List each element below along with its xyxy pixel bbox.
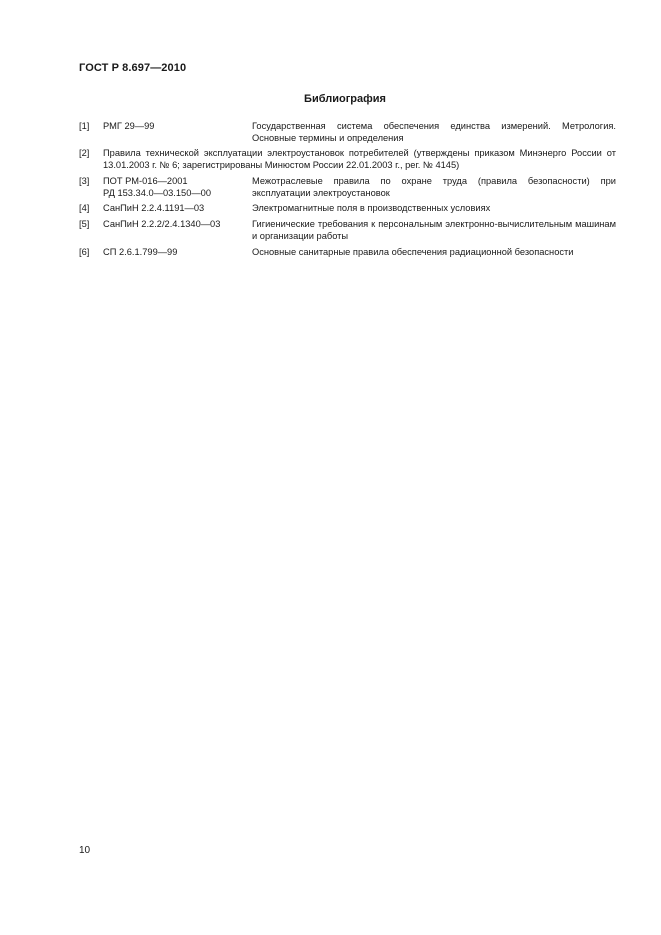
entry-code [103,247,251,259]
entry-number: [2] [79,148,90,159]
bibliography-entry [79,203,616,215]
entry-code [103,219,251,231]
entry-number: [3] [79,175,90,186]
entry-code-line: РМГ 29—99 [103,121,155,131]
entry-code-line: ПОТ РМ-016—2001 [103,175,188,186]
entry-number: [4] [79,203,90,214]
entry-title: Межотраслевые правила по охране труда (правила безопасности) при эксплуатации электроустановок [252,175,616,198]
entry-title: Гигиенические требования к персональным электронно-вычислительным машинам и организации работы [252,219,616,241]
entry-title: Правила технической эксплуатации электроустановок потребителей (утверждены приказом Минэнерго России от 13.01.2003 г. № 6; зарегистрированы Минюстом России 22.01.2003 г., рег. № 4145) [103,148,616,171]
page-number: 10 [79,845,91,856]
entry-title: Государственная система обеспечения единства измерений. Метрология. Основные термины и определения [252,121,616,143]
section-title: Библиография [304,93,386,105]
bibliography-entry [79,247,616,259]
bibliography-entry [79,148,616,171]
entry-code-line: СанПиН 2.2.2/2.4.1340—03 [103,219,221,230]
bibliography-entry [79,176,616,199]
entry-number: [6] [79,246,90,257]
entry-number: [1] [79,121,90,131]
document-header: ГОСТ Р 8.697—2010 [79,62,187,74]
entry-title: Основные санитарные правила обеспечения радиационной безопасности [252,246,574,257]
bibliography-entry [79,121,616,144]
entry-code [103,121,251,133]
entry-code-line: РД 153.34.0—03.150—00 [103,187,212,198]
entry-code [103,176,251,199]
entry-code-line: СанПиН 2.2.4.1191—03 [103,203,205,214]
entry-number: [5] [79,219,90,230]
bibliography-list [79,121,616,263]
entry-code-line: СП 2.6.1.799—99 [103,246,178,257]
bibliography-entry [79,219,616,242]
entry-code [103,203,251,215]
entry-title: Электромагнитные поля в производственных условиях [252,203,491,214]
